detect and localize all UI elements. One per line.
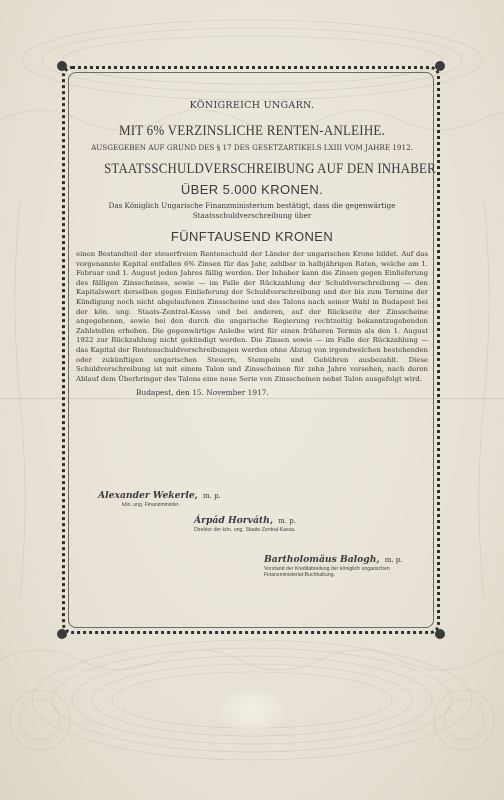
face-value-figures: ÜBER 5.000 KRONEN.	[180, 182, 324, 197]
signatory-mp: m. p.	[202, 492, 221, 500]
signatory-mp: m. p.	[278, 517, 296, 525]
signatory-name: Bartholomäus Balogh,	[264, 554, 380, 565]
kingdom-heading: KÖNIGREICH UNGARN.	[189, 100, 315, 111]
signatory-title: kön. ung. Finanzminister.	[122, 502, 180, 508]
signatory-title: Vorstand der Kreditabteilung der königlich ungarischen	[264, 566, 390, 572]
corner-ornament-icon	[57, 61, 67, 71]
bond-content	[76, 100, 436, 398]
ministry-confirmation: Das Königlich Ungarische Finanzministerium bestätigt, dass die gegenwärtige Staatsschuldverschreibung über	[108, 201, 396, 220]
signature-horvath	[194, 508, 296, 533]
signatory-title: Direktor der kön. ung. Staats-Zentral-Kassa.	[194, 527, 296, 533]
signature-weckerle	[98, 483, 221, 508]
bond-terms-paragraph: einen Bestandteil der steuerfreien Rentenschuld der Länder der ungarischen Krone bildet. Auf das vorgenannte Kapital entfallen 6% Zinsen für das Jahr, zahlbar in halbjährigen Raten, welche am 1. Februar und 1. August jeden Jahres fällig werden. Der Inhaber kann die Zinsen gegen Einlieferung des fälligen Zinsscheines, sowie — im Falle der Rückzahlung der Schuldverschreibung — den Kapitalswert derselben gegen Einlieferung der Schuldverschreibung und der bis zum Termine der Kündigung noch nicht abgelaufenen Zinsscheine und des Talons nach seiner Wahl in Budapest bei der kön. ung. Staats-Zentral-Kassa und bei anderen, auf der Rückseite der Zinsscheine angegebenen, sowie bei den durch die ungarische Regierung rechtzeitig bekanntzugebenden Zahlstellen erheben. Die gegenwärtige Anleihe wird für einen früheren Termin als den 1. August 1922 zur Rückzahlung nicht gekündigt werden. Die Zinsen sowie — im Falle der Rückzahlung — das Kapital der Rentenschuldverschreibungen werden ohne Abzug von irgendwelchen bestehenden oder zukünftigen ungarischen Steuern, Stempeln und Gebühren ausbezahlt. Diese Schuldverschreibung ist mit einem Talon und Zinsscheinen für zehn Jahre versehen, nach deren Ablauf dem Überbringer des Talons eine neue Serie von Zinsscheinen nebst Talon ausgefolgt wird.	[76, 250, 428, 383]
corner-ornament-icon	[435, 61, 445, 71]
bond-type-title: STAATSSCHULDVERSCHREIBUNG AUF DEN INHABER	[104, 161, 436, 177]
embossed-seal	[218, 690, 286, 732]
face-value-words: FÜNFTAUSEND KRONEN	[170, 229, 334, 244]
corner-ornament-icon	[435, 629, 445, 639]
legal-basis-line: AUSGEGEBEN AUF GRUND DES § 17 DES GESETZARTIKELS LXIII VOM JAHRE 1912.	[91, 143, 413, 152]
place-and-date: Budapest, den 15. November 1917.	[136, 388, 269, 398]
signatory-mp: m. p.	[384, 556, 403, 564]
signature-balogh	[264, 547, 434, 579]
loan-title: MIT 6% VERZINSLICHE RENTEN-ANLEIHE.	[118, 123, 386, 139]
signatory-name: Alexander Wekerle,	[98, 490, 198, 501]
signatory-name: Árpád Horváth,	[194, 515, 274, 526]
corner-ornament-icon	[57, 629, 67, 639]
signatory-title: Finanzministerial-Buchhaltung.	[264, 572, 335, 579]
